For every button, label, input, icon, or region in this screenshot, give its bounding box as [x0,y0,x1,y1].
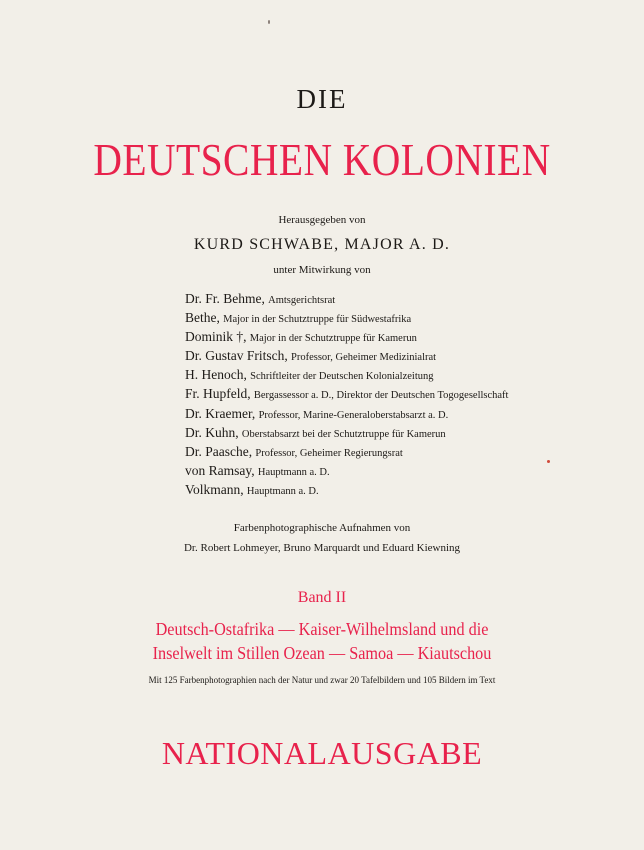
plates-note: Mit 125 Farbenphotographien nach der Natur und zwar 20 Tafelbildern und 105 Bildern im Text [148,675,496,685]
contributor-role: Professor, Geheimer Medizinialrat [291,352,437,364]
contributor-role: Major in der Schutztruppe für Kamerun [249,333,417,345]
contributor-name: H. Henoch, [185,367,247,383]
contributor-name: Dr. Paasche, [185,443,253,459]
contributor-role: Bergassessor a. D., Direktor der Deutschen Togogesellschaft [253,390,509,402]
contributor-role: Major in der Schutztruppe für Südwestafrika [223,314,412,326]
contributor-item [185,442,605,461]
contributor-name: Dr. Gustav Fritsch, [185,348,288,364]
contributor-name: Dr. Kuhn, [185,424,239,440]
contributor-name: Fr. Hupfeld, [185,386,251,402]
contributor-role: Hauptmann a. D. [246,485,319,497]
title-article: DIE [296,84,348,114]
contributor-role: Professor, Geheimer Regierungsrat [255,447,403,459]
contributor-item [185,327,605,346]
volume-regions-line-2: Inselwelt im Stillen Ozean — Samoa — Kiautschou [152,643,492,663]
volume-regions-line-1: Deutsch-Ostafrika — Kaiser-Wilhelmsland und die [155,619,489,639]
contributor-item [185,404,605,423]
main-title: DEUTSCHEN KOLONIEN [93,134,551,185]
edition-title: NATIONALAUSGABE [161,735,483,771]
photographers-list: Dr. Robert Lohmeyer, Bruno Marquardt und Eduard Kiewning [183,542,461,554]
contributor-role: Amtsgerichtsrat [268,295,336,306]
contributor-role: Schriftleiter der Deutschen Kolonialzeitung [250,371,434,383]
contributor-name: Dr. Fr. Behme, [185,291,265,306]
contributor-list [185,289,605,499]
contributor-name: Bethe, [185,310,220,326]
contributor-role: Oberstabsarzt bei der Schutztruppe für Kamerun [241,428,446,440]
collaboration-label: unter Mitwirkung von [273,264,371,276]
contributor-name: von Ramsay, [185,462,255,478]
editor-name: KURD SCHWABE, MAJOR A. D. [193,236,451,253]
contributor-item [185,346,605,365]
contributor-name: Dr. Kraemer, [185,405,256,421]
contributor-role: Hauptmann a. D. [257,466,330,478]
paper-speck [268,20,270,24]
contributor-item [185,289,605,308]
published-by-label: Herausgegeben von [278,214,366,226]
contributor-name: Dominik †, [185,329,247,345]
contributor-item [185,365,605,384]
contributor-item [185,423,605,442]
contributor-name: Volkmann, [185,481,244,497]
photography-label: Farbenphotographische Aufnahmen von [233,522,411,534]
contributor-item [185,480,605,499]
contributor-role: Professor, Marine-Generaloberstabsarzt a. D. [258,409,449,421]
contributor-item [185,384,605,403]
contributor-item [185,461,605,480]
contributor-item [185,308,605,327]
volume-number: Band II [297,589,347,606]
